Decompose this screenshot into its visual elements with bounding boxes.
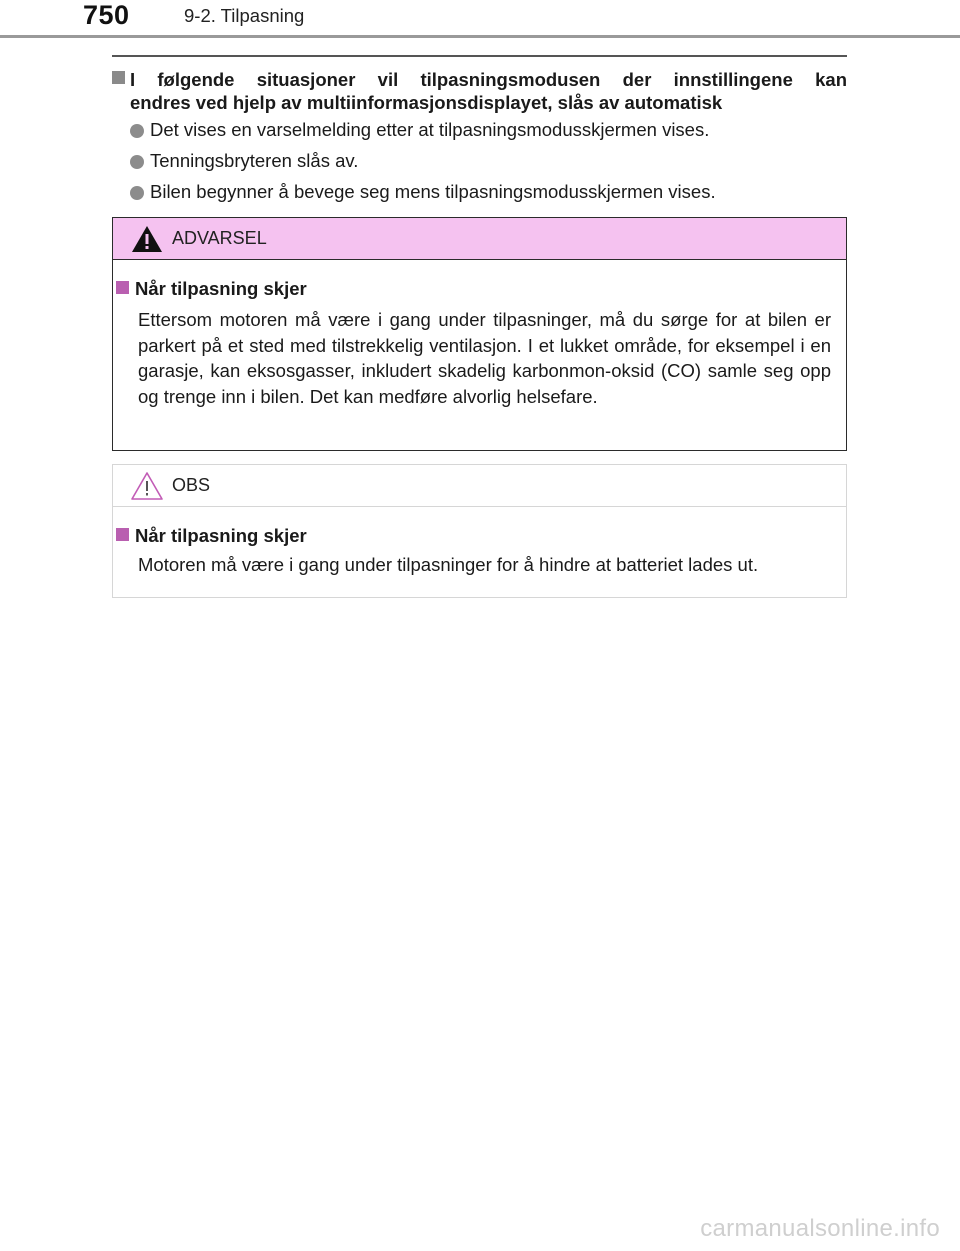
warning-text: Ettersom motoren må være i gang under tilpasninger, må du sørge for at bilen er parkert på et sted med tilstrekkelig ventilasjon. I et lukket område, for eksempel i en garasje, kan eksosgasser, inkludert skadelig karbonmon-oksid (CO) samle seg opp og trenge inn i bilen. Det kan medføre alvorlig helsefare. — [138, 309, 831, 407]
note-box: OBS Når tilpasning skjer Motoren må være i gang under tilpasninger for å hindre at batteriet lades ut. — [112, 464, 847, 598]
bullet-dot-icon — [130, 155, 144, 169]
subheading-square-icon — [116, 281, 129, 294]
heading-square-icon — [112, 71, 125, 84]
bullet-dot-icon — [130, 124, 144, 138]
main-heading — [112, 68, 847, 114]
bullet-dot-icon — [130, 186, 144, 200]
content-divider — [112, 55, 847, 57]
list-item — [130, 149, 847, 180]
list-item-text: Tenningsbryteren slås av. — [150, 150, 359, 171]
bullet-list — [130, 118, 847, 211]
heading-line-2: endres ved hjelp av multiinformasjonsdisplayet, slås av automatisk — [130, 92, 723, 113]
note-box-header — [113, 465, 846, 507]
list-item-text: Det vises en varselmelding etter at tilpasningsmodusskjermen vises. — [150, 119, 710, 140]
page-number: 750 — [83, 0, 130, 30]
subheading-square-icon — [116, 528, 129, 541]
note-title: OBS — [172, 475, 211, 495]
warning-box-header — [113, 218, 846, 260]
heading-line-1: I følgende situasjoner vil tilpasningsmodusen der innstillingene kan — [130, 69, 847, 90]
warning-triangle-icon — [130, 224, 164, 254]
list-item — [130, 118, 847, 149]
section-title: 9-2. Tilpasning — [184, 5, 305, 26]
watermark: carmanualsonline.info — [700, 1215, 940, 1242]
caution-triangle-outline-icon — [130, 471, 164, 501]
page-header — [0, 0, 960, 40]
warning-box: ADVARSEL Når tilpasning skjer Ettersom motoren må være i gang under tilpasninger, må du sørge for at bilen er parkert på et sted med tilstrekkelig ventilasjon. I et lukket område, for eksempel i en garasje, kan eksosgasser, inkludert skadelig karbonmon-oksid (CO) samle seg opp og trenge inn i bilen. Det kan medføre alvorlig helsefare. — [112, 217, 847, 451]
list-item — [130, 180, 847, 211]
list-item-text: Bilen begynner å bevege seg mens tilpasningsmodusskjermen vises. — [150, 181, 716, 202]
warning-title: ADVARSEL — [172, 228, 267, 248]
header-divider — [0, 35, 960, 38]
note-text: Motoren må være i gang under tilpasninger for å hindre at batteriet lades ut. — [138, 554, 759, 575]
